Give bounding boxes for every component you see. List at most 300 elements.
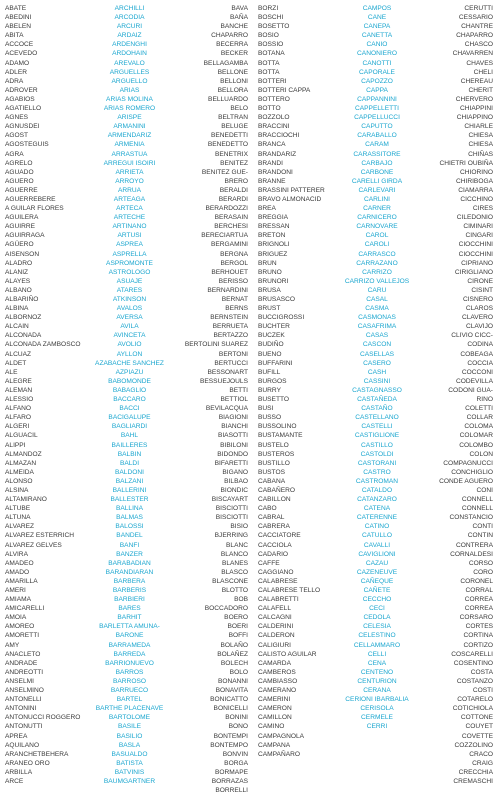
surname-entry: CORTINA [463,632,493,640]
surname-entry: BASLA [118,741,141,749]
surname-entry: BRACCIOCHI [258,132,300,140]
surname-entry: CAZAU [365,559,389,567]
surname-entry: CASTROMAN [355,477,399,485]
surname-entry: AVERSA [116,314,143,322]
surname-entry: CABAÑERO [258,486,296,494]
surname-entry: BARES [118,605,141,613]
surname-entry: BERNARDINI [207,286,248,294]
surname-entry: CIOCCHINI [458,241,493,249]
surname-entry: ARRASTUA [111,150,148,158]
surname-entry: CLAVERO [461,314,493,322]
surname-entry: CAMARDA [258,659,291,667]
surname-entry: BALZANI [115,477,144,485]
surname-entry: CHAVES [466,59,493,67]
surname-entry: CAMILLON [258,714,292,722]
surname-entry: BECERRA [216,41,248,49]
surname-entry: BLANCO [220,550,248,558]
surname-entry: BOTTA [258,59,280,67]
surname-entry: CASTELLANO [355,414,399,422]
surname-entry: CHERVERO [455,95,493,103]
surname-entry: BELLUARDO [208,95,248,103]
surname-entry: BERHOUET [211,268,248,276]
surname-entry: BORRAZAS [211,777,248,785]
surname-entry: CARBONE [360,168,394,176]
surname-entry: CHIÑAS [468,150,493,158]
surname-entry: BOLECH [220,659,248,667]
surname-entry: CAMPAÑARO [258,750,301,758]
surname-entry: BALMAS [116,514,143,522]
surname-entry: BARABADIAN [108,559,151,567]
surname-entry: BARANDIARAN [105,568,154,576]
surname-entry: BUSSOLINO [258,423,297,431]
surname-entry: BOLO [229,668,248,676]
surname-entry: BABOMONDE [108,377,151,385]
surname-entry: AGUERO [5,177,34,185]
surname-entry: A GUILAR FLORES [5,205,64,213]
surname-entry: ALCAIN [5,323,29,331]
surname-entry: COLLAR [466,414,493,422]
surname-entry: AGUILERA [5,214,39,222]
surname-entry: ARROYO [115,177,144,185]
surname-entry: BELO [230,105,248,113]
surname-entry: BRUSASCO [258,296,296,303]
surname-entry: BJERRING [214,532,248,540]
surname-entry: CAPPELLETTI [355,105,399,113]
surname-entry: COSTA [470,668,493,676]
surname-entry: CIRONE [467,277,493,285]
surname-entry: BUCZEK [258,332,285,340]
surname-entry: BOTTO [258,105,281,113]
surname-entry: CARASSITORE [353,150,401,158]
surname-entry: CERUTTI [464,5,493,12]
surname-entry: AGNES [5,114,29,122]
surname-entry: ARTECHE [113,214,146,222]
surname-entry: CORREA [464,596,493,604]
surname-entry: CENA [367,659,387,667]
surname-entry: CICCHINO [460,195,493,203]
surname-entry: BAHL [120,432,139,440]
surname-entry: CHANTRE [461,23,493,31]
surname-entry: ABITA [5,32,24,40]
surname-entry: BLANES [221,559,248,567]
surname-entry: CASAS [365,332,389,340]
surname-entry: ARIAS ROMERO [103,105,156,113]
surname-entry: CELLAMMARO [353,641,401,649]
surname-entry: ARRUA [117,186,142,194]
surname-entry: CANETTA [361,32,393,40]
surname-entry: BATVINIS [114,768,145,776]
surname-entry: ARCHILLI [114,5,145,12]
surname-entry: BRIGNOLI [258,241,290,249]
surname-entry: ARGUELLES [109,68,150,76]
surname-entry: CAMERANO [258,687,297,695]
surname-entry: AGUIRRE [5,223,36,231]
surname-entry: BLANC [226,541,248,549]
surname-entry: CIRES [472,205,493,213]
surname-entry: BARTEL [116,696,143,704]
surname-entry: BRETON [258,232,286,240]
surname-entry: ARTEAGA [113,195,146,203]
surname-entry: BONTEMPO [210,741,248,749]
surname-entry: BOFFI [228,632,248,640]
surname-entry: BECKER [220,50,248,58]
surname-entry: BOCCADORO [204,605,248,613]
surname-column-5-highlighted [336,4,418,732]
surname-entry: BALOSSI [115,523,144,531]
surname-entry: CARLEVARI [358,186,396,194]
surname-column-2-highlighted [87,4,172,786]
surname-entry: BUCHTER [258,323,290,331]
surname-entry: BOZZOLO [258,114,290,122]
surname-entry: ALBANO [5,286,32,294]
surname-entry: CAÑETE [363,587,391,594]
surname-entry: CODEVILLA [455,377,493,385]
surname-entry: CABO [258,505,277,513]
surname-entry: CARU [367,286,387,294]
surname-entry: BETTI [229,386,248,394]
surname-entry: CABILLON [258,496,291,504]
surname-entry: AGOSTEGUIS [5,141,49,149]
surname-entry: BRUNORI [258,277,289,285]
surname-entry: CAMPAGNOLA [258,732,305,740]
surname-entry: ALE [5,368,18,376]
surname-entry: AMORETTI [5,632,40,640]
surname-entry: ALMANDOZ [5,450,42,458]
surname-entry: CEDOLA [363,614,391,622]
surname-entry: AZPIAZU [115,368,144,376]
surname-entry: CANOTTI [362,59,392,67]
surname-entry: ASPREA [116,241,143,249]
surname-entry: CARNER [363,205,391,213]
surname-entry: BARREDA [113,650,146,658]
surname-entry: BRUN [258,259,277,267]
surname-entry: CALCAGNI [258,614,292,622]
surname-entry: ALBORNOZ [5,314,42,322]
surname-entry: BONAVITA [215,687,248,695]
surname-entry: ALBARIÑO [5,296,39,303]
surname-entry: BARBERA [113,577,146,585]
surname-entry: CORREA [464,605,493,613]
surname-entry: CHERIT [468,86,493,94]
surname-entry: ADLER [5,68,27,76]
surname-entry: ARGUELLO [111,77,148,85]
surname-entry: CHIETRI OUBIÑA [439,159,493,167]
surname-entry: BOSIO [258,32,279,40]
surname-entry: CALAFELL [258,605,291,613]
surname-entry: AMARILLA [5,577,38,585]
surname-entry: CORTIZO [463,641,493,649]
surname-entry: BONANNI [217,677,248,685]
surname-entry: ANDRADE [5,659,38,667]
surname-entry: AGUERRE [5,186,38,194]
surname-entry: BANFI [119,541,140,549]
surname-entry: ANTONUTTI [5,723,43,731]
surname-entry: CONNELL [461,505,493,513]
surname-entry: BOERO [224,614,248,622]
surname-entry: CASSINI [363,377,391,385]
surname-entry: CHIESA [468,132,493,140]
surname-entry: CELESIA [363,623,391,631]
surname-entry: CHIARLE [464,123,493,131]
surname-entry: AGABIOS [5,95,35,103]
surname-entry: BELLAGAMBA [203,59,248,67]
surname-entry: ADAMO [5,59,30,67]
surname-entry: BABAGLIO [112,386,147,394]
surname-entry: BEVILACQUA [205,405,248,413]
surname-entry: CACCIOLA [258,541,292,549]
surname-entry: ANSELMINO [5,687,44,695]
surname-entry: CAMINO [258,723,285,731]
surname-entry: CASTAÑEDA [357,396,397,404]
surname-entry: BERNAT [221,296,248,303]
surname-entry: CATENA [363,505,391,513]
surname-entry: BUSSO [258,414,282,422]
surname-entry: CATANZARO [357,496,397,504]
surname-entry: COSTI [472,687,493,695]
surname-entry: CAGGIANO [258,568,294,576]
surname-entry: BOSSIO [258,41,284,49]
surname-entry: AGOST [5,132,29,140]
surname-entry: COSENTINO [453,659,493,667]
surname-entry: CAPPELLUCCI [354,114,400,122]
surname-entry: CASH [367,368,387,376]
surname-entry: CLAROS [465,305,493,313]
surname-entry: CHIAPPINO [456,114,493,122]
surname-entry: CELLI [367,650,387,658]
surname-entry: BOTANA [258,50,285,58]
surname-entry: CARNOVARE [356,223,398,231]
surname-entry: BOLAÑEZ [217,650,248,658]
surname-entry: BENITEZ GUE- [201,168,248,176]
surname-entry: CORO [473,568,493,576]
surname-entry: BESSUEJOULS [199,377,248,385]
surname-entry: BARRIONUEVO [105,659,154,667]
surname-entry: ARMENDARIZ [107,132,152,140]
surname-entry: CHASCO [464,41,493,49]
surname-entry: COZZOLINO [454,741,493,749]
surname-entry: CINGARI [465,232,493,240]
surname-entry: BELUGE [221,123,248,131]
surname-entry: CERIONI IBARBALIA [345,696,409,704]
surname-entry: BANZER [116,550,143,558]
surname-entry: BOLAÑO [220,641,248,649]
surname-entry: ANACLETO [5,650,41,658]
surname-entry: CLAVIJO [466,323,493,331]
surname-entry: BURGOS [258,377,287,385]
surname-entry: BARROS [115,668,144,676]
surname-entry: BUSTELO [258,441,289,449]
surname-entry: AGNUSDEI [5,123,40,131]
surname-entry: BISCIOTTI [215,514,248,522]
surname-entry: ARCODIA [114,14,145,22]
surname-entry: BARRAMEDA [108,641,151,649]
surname-entry: BANDEL [116,532,143,540]
surname-entry: BUCCIGROSSI [258,314,305,322]
surname-entry: CIOCCHINI [458,250,493,258]
surname-entry: AVINCETA [113,332,146,340]
surname-entry: CRAIG [472,759,493,767]
surname-entry: CRECCHIA [458,768,493,776]
surname-entry: BORRELLI [215,787,248,795]
surname-entry: ARRIETA [115,168,144,176]
surname-entry: BONTEMPI [213,732,248,740]
surname-entry: BISCIOTTI [215,505,248,513]
surname-entry: BIFARETTI [214,459,248,467]
surname-entry: ARTECA [116,205,143,213]
surname-entry: BRANDARIZ [258,150,297,158]
surname-entry: BAILLERES [111,441,148,449]
surname-entry: BERECIARTUA [201,232,248,240]
surname-entry: CAPPANNINI [357,95,397,103]
surname-entry: AGUIRRAGA [5,232,45,240]
surname-entry: CANE [367,14,387,22]
surname-column-3 [173,4,248,795]
surname-entry: COSCARELLI [451,650,493,658]
surname-entry: BARLETTA AMUNA- [99,623,160,631]
surname-entry: CADARIO [258,550,289,558]
surname-entry: ALAYES [5,277,31,285]
surname-entry: CAPOZZO [361,77,393,85]
surname-entry: BELTRAN [218,114,248,122]
surname-column-4 [258,4,338,759]
surname-entry: BARBERIS [112,587,147,594]
surname-entry: ALTAMIRANO [5,496,47,504]
surname-entry: BALLERINI [112,486,147,494]
surname-entry: COSTANZO [456,677,493,685]
surname-entry: ARIAS [119,86,140,94]
surname-entry: AMADO [5,568,30,576]
surname-entry: CODONI GUA- [448,386,493,394]
surname-entry: ATKINSON [112,296,147,303]
surname-entry: COLETTI [465,405,493,413]
surname-entry: CABRERA [258,523,290,531]
surname-entry: BRIGUEZ [258,250,288,258]
surname-entry: ADRA [5,77,24,85]
surname-entry: ARISPE [117,114,142,122]
surname-entry: COTARELO [457,696,493,704]
surname-entry: BOSETTO [258,23,290,31]
surname-entry: CARABALLO [357,132,397,140]
surname-entry: BACIGALUPE [108,414,151,422]
surname-entry: CIMINARI [463,223,493,231]
surname-entry: CARBAJO [361,159,393,167]
surname-entry: BRUNO [258,268,282,276]
surname-entry: ASPRELLA [112,250,147,258]
surname-entry: BONINI [225,714,248,722]
surname-entry: BLASCONE [212,577,248,585]
surname-entry: CONTI [472,523,493,531]
surname-entry: CASMA [365,305,389,313]
surname-entry: CERISOLA [360,705,394,713]
surname-entry: CONDE AGUERO [439,477,493,485]
surname-entry: BERTOLINI SUAREZ [184,341,248,349]
surname-entry: BUSTEROS [258,450,295,458]
surname-entry: ARREGUI ISOIRI [103,159,156,167]
surname-entry: CIPRIANO [461,259,493,267]
surname-entry: BERARDI [218,195,248,203]
surname-entry: BRANCA [258,141,286,149]
surname-entry: BENITEZ [220,159,248,167]
surname-entry: BUFFARINI [258,359,293,367]
surname-entry: CISINT [471,286,493,294]
surname-entry: CESSARIO [458,14,493,22]
surname-entry: CELESTINO [358,632,396,640]
surname-entry: BIBILONI [220,441,248,449]
surname-entry: BELLORA [217,86,248,94]
surname-column-1 [5,4,83,786]
surname-entry: BORGA [224,759,248,767]
surname-entry: ANTONELLI [5,696,42,704]
surname-entry: BIANCHI [221,423,248,431]
surname-entry: BAÑA [230,14,248,22]
surname-entry: CAMPOS [362,5,392,12]
surname-entry: AVILA [120,323,139,331]
surname-entry: BARROSO [113,677,146,685]
surname-entry: CONCHIGLIO [451,468,493,476]
surname-entry: ALONSO [5,477,33,485]
surname-entry: BRUST [258,305,281,313]
surname-column-6 [420,4,493,786]
surname-entry: CAZENEUVE [356,568,398,576]
surname-entry: BONICATTO [210,696,248,704]
surname-entry: CASTAÑO [361,405,393,413]
surname-entry: ALBINA [5,305,29,313]
surname-entry: RINO [476,396,493,404]
surname-entry: CERMELE [361,714,393,722]
surname-entry: AGÜERO [5,241,34,249]
surname-entry: CENTENO [360,668,394,676]
surname-entry: ABATE [5,5,27,12]
surname-entry: AGRELO [5,159,33,167]
surname-entry: CECCHO [362,596,392,604]
surname-entry: ARCURI [116,23,143,31]
surname-entry: CAROL [365,232,389,240]
surname-entry: CATULLO [362,532,392,540]
surname-entry: CARNICERO [357,214,397,222]
surname-entry: ALVAREZ ESTERRICH [5,532,75,540]
surname-entry: CATINO [364,523,390,531]
surname-entry: CHIAPPINI [460,105,493,113]
surname-entry: BERTONI [218,350,248,358]
surname-entry: BACCARO [113,396,146,404]
surname-entry: CASCON [362,341,392,349]
surname-entry: COUYET [465,723,493,731]
surname-entry: CASAL [366,296,388,303]
surname-entry: BUENO [258,350,282,358]
surname-entry: BUSETTO [258,396,290,404]
surname-entry: BIAGIONI [218,414,248,422]
surname-entry: CAFFE [258,559,280,567]
surname-entry: BIONDIC [220,486,248,494]
surname-entry: CRACO [469,750,493,758]
surname-entry: BURRY [258,386,281,394]
surname-entry: CARELLI GIRDA [351,177,403,185]
surname-entry: BAGLIARDI [111,423,148,431]
surname-entry: AMOREO [5,623,35,631]
surname-entry: BORZI [258,5,279,12]
surname-entry: CIRIGLIANO [454,268,493,276]
surname-entry: CALABRETTI [258,596,299,604]
surname-entry: BLOTTO [221,587,248,594]
surname-entry: CASTAGNASSO [352,386,402,394]
surname-entry: BREA [258,205,276,213]
surname-entry: APREA [5,732,28,740]
surname-entry: BARTOLOME [108,714,151,722]
surname-entry: BRANDI [258,159,283,167]
surname-entry: BIASOTTI [217,432,248,440]
surname-entry: CORSARO [459,614,493,622]
surname-entry: AVALOS [116,305,143,313]
